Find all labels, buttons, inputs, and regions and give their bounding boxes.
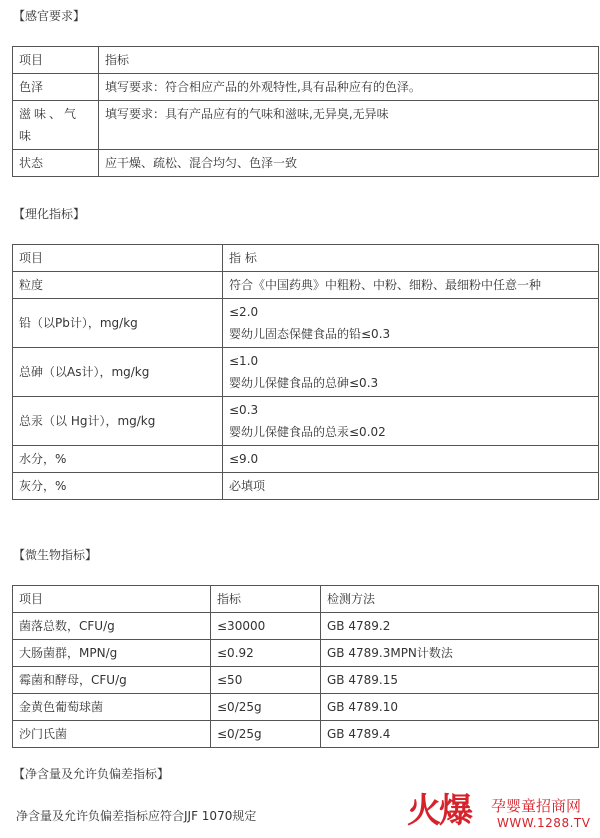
section-heading-net-content: 【净含量及允许负偏差指标】 [13, 767, 170, 781]
limit-note: 婴幼儿固态保健食品的铅≤0.3 [229, 327, 391, 341]
table-cell: 粒度 [13, 272, 223, 299]
table-cell: ≤30000 [211, 613, 321, 640]
table-cell: 水分，% [13, 446, 223, 473]
table-row [13, 74, 599, 101]
table-cell [223, 348, 599, 397]
table-row [13, 613, 599, 640]
table-cell: 状态 [13, 150, 99, 177]
table-row [13, 694, 599, 721]
table-cell: ≤9.0 [223, 446, 599, 473]
table-row [13, 446, 599, 473]
section-heading-sensory: 【感官要求】 [13, 9, 86, 23]
table-cell: GB 4789.10 [321, 694, 599, 721]
table-row [13, 473, 599, 500]
table-cell [223, 397, 599, 446]
table-header-row [13, 47, 599, 74]
table-cell: 填写要求：具有产品应有的气味和滋味,无异臭,无异味 [99, 101, 599, 150]
table-cell: 必填项 [223, 473, 599, 500]
physicochemical-table [12, 244, 599, 500]
table-header-row [13, 586, 599, 613]
limit-value: ≤2.0 [229, 305, 259, 319]
table-header-row [13, 245, 599, 272]
table-row [13, 150, 599, 177]
table-cell: 总汞（以 Hg计），mg/kg [13, 397, 223, 446]
table-cell: 总砷（以As计），mg/kg [13, 348, 223, 397]
table-cell: 符合《中国药典》中粗粉、中粉、细粉、最细粉中任意一种 [223, 272, 599, 299]
header-cell: 项目 [13, 245, 223, 272]
header-cell: 项目 [13, 47, 99, 74]
sensory-table [12, 46, 599, 177]
table-cell: 滋味、气味 [13, 101, 99, 150]
table-cell: 大肠菌群，MPN/g [13, 640, 211, 667]
section-heading-physicochemical: 【理化指标】 [13, 207, 86, 221]
logo-site-url: WWW.1288.TV [497, 816, 591, 830]
table-cell: GB 4789.2 [321, 613, 599, 640]
header-cell: 指标 [99, 47, 599, 74]
table-cell [223, 299, 599, 348]
header-cell: 项目 [13, 586, 211, 613]
header-cell: 指标 [211, 586, 321, 613]
table-row [13, 640, 599, 667]
table-row [13, 272, 599, 299]
table-cell: 金黄色葡萄球菌 [13, 694, 211, 721]
table-cell: 灰分，% [13, 473, 223, 500]
table-cell: 色泽 [13, 74, 99, 101]
limit-note: 婴幼儿保健食品的总砷≤0.3 [229, 376, 379, 390]
table-cell: ≤0/25g [211, 694, 321, 721]
table-row [13, 721, 599, 748]
table-row [13, 101, 599, 150]
table-cell: ≤0/25g [211, 721, 321, 748]
table-cell: ≤0.92 [211, 640, 321, 667]
table-cell: 沙门氏菌 [13, 721, 211, 748]
logo-mark: 火爆 [407, 791, 471, 831]
table-cell: 菌落总数，CFU/g [13, 613, 211, 640]
table-cell: 填写要求：符合相应产品的外观特性,具有品种应有的色泽。 [99, 74, 599, 101]
table-cell: GB 4789.15 [321, 667, 599, 694]
table-row [13, 299, 599, 348]
table-cell: ≤50 [211, 667, 321, 694]
table-cell: 霉菌和酵母，CFU/g [13, 667, 211, 694]
microbial-table [12, 585, 599, 748]
limit-note: 婴幼儿保健食品的总汞≤0.02 [229, 425, 386, 439]
table-cell: GB 4789.4 [321, 721, 599, 748]
table-row [13, 397, 599, 446]
header-cell: 指 标 [223, 245, 599, 272]
logo-site-name: 孕婴童招商网 [491, 797, 582, 815]
table-row [13, 667, 599, 694]
table-cell: GB 4789.3MPN计数法 [321, 640, 599, 667]
watermark-logo [407, 789, 597, 837]
limit-value: ≤0.3 [229, 403, 259, 417]
table-cell: 铅（以Pb计），mg/kg [13, 299, 223, 348]
limit-value: ≤1.0 [229, 354, 259, 368]
header-cell: 检测方法 [321, 586, 599, 613]
net-content-paragraph: 净含量及允许负偏差指标应符合JJF 1070规定 [16, 809, 257, 823]
section-heading-microbial: 【微生物指标】 [13, 548, 98, 562]
table-row [13, 348, 599, 397]
table-cell: 应干燥、疏松、混合均匀、色泽一致 [99, 150, 599, 177]
